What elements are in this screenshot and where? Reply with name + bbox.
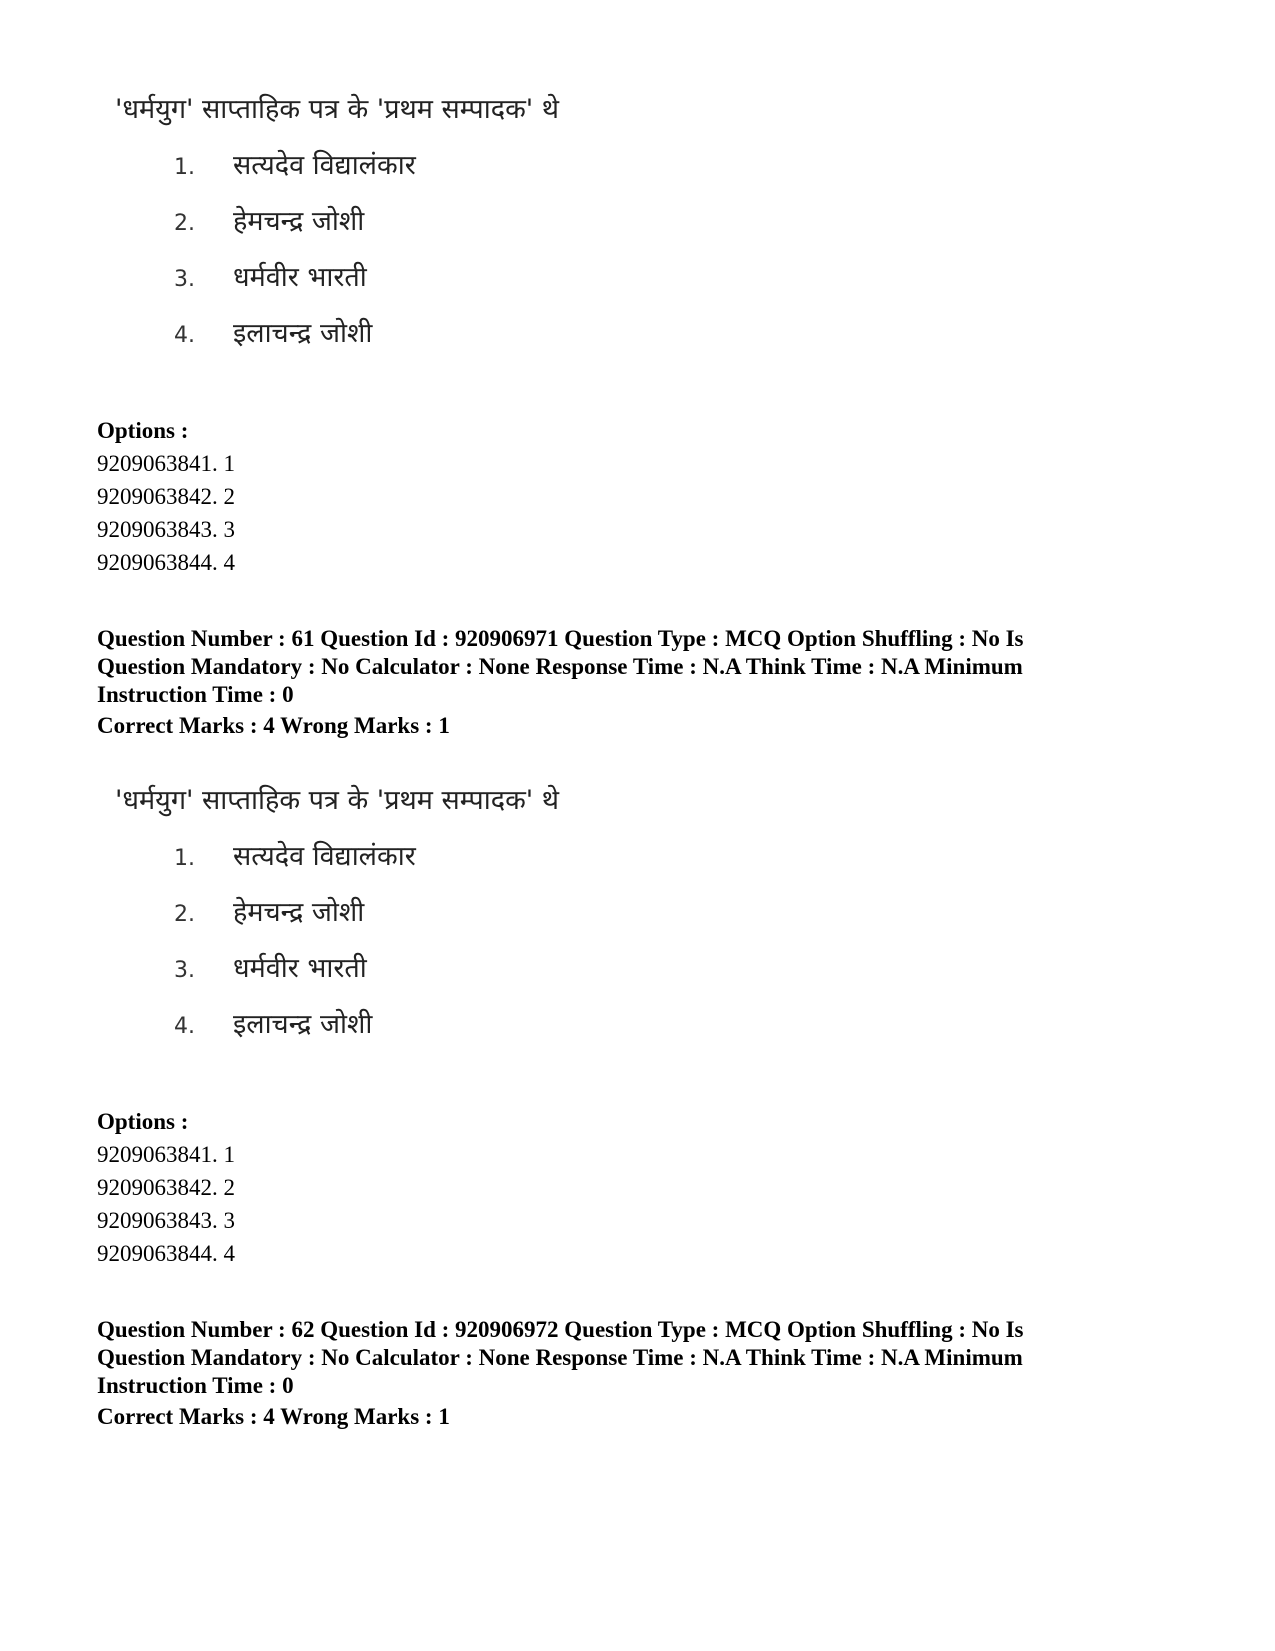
question-61-meta: [97, 625, 1107, 709]
question-a-stem: 'धर्मयुग' साप्ताहिक पत्र के 'प्रथम सम्पादक' थे: [115, 94, 560, 125]
choice-text: इलाचन्द्र जोशी: [233, 318, 373, 349]
meta-line-2: Question Mandatory : No Calculator : None Response Time : N.A Think Time : N.A Minimum: [97, 1345, 1023, 1370]
meta-line-3: Instruction Time : 0: [97, 682, 294, 707]
choice-text: धर्मवीर भारती: [233, 953, 367, 984]
meta-line-1: Question Number : 61 Question Id : 920906971 Question Type : MCQ Option Shuffling : No Is: [97, 626, 1024, 651]
options-a-heading: Options :: [97, 418, 189, 443]
choice-number: 3.: [174, 267, 195, 292]
question-62-meta: [97, 1316, 1107, 1400]
options-b-item-1: 9209063841. 1: [97, 1142, 235, 1167]
choice-text: हेमचन्द्र जोशी: [233, 206, 365, 237]
choice-text: सत्यदेव विद्यालंकार: [233, 150, 416, 181]
choice-number: 4.: [174, 323, 195, 348]
question-a-body: [0, 92, 1275, 382]
options-a-item-3: 9209063843. 3: [97, 517, 235, 542]
question-b-body: [0, 783, 1275, 1073]
question-62-marks: Correct Marks : 4 Wrong Marks : 1: [97, 1404, 450, 1429]
choice-number: 2.: [174, 902, 195, 927]
choice-text: हेमचन्द्र जोशी: [233, 897, 365, 928]
choice-text: इलाचन्द्र जोशी: [233, 1009, 373, 1040]
choice-number: 2.: [174, 211, 195, 236]
options-b-item-2: 9209063842. 2: [97, 1175, 235, 1200]
question-b-stem: 'धर्मयुग' साप्ताहिक पत्र के 'प्रथम सम्पादक' थे: [115, 785, 560, 816]
options-b-item-4: 9209063844. 4: [97, 1241, 235, 1266]
choice-number: 3.: [174, 958, 195, 983]
meta-line-2: Question Mandatory : No Calculator : None Response Time : N.A Think Time : N.A Minimum: [97, 654, 1023, 679]
meta-line-3: Instruction Time : 0: [97, 1373, 294, 1398]
options-b-item-3: 9209063843. 3: [97, 1208, 235, 1233]
question-61-marks: Correct Marks : 4 Wrong Marks : 1: [97, 713, 450, 738]
meta-line-1: Question Number : 62 Question Id : 920906972 Question Type : MCQ Option Shuffling : No Is: [97, 1317, 1024, 1342]
choice-number: 1.: [174, 846, 195, 871]
choice-number: 1.: [174, 155, 195, 180]
options-b-heading: Options :: [97, 1109, 189, 1134]
options-a-item-4: 9209063844. 4: [97, 550, 235, 575]
choice-text: धर्मवीर भारती: [233, 262, 367, 293]
options-a-item-2: 9209063842. 2: [97, 484, 235, 509]
choice-number: 4.: [174, 1014, 195, 1039]
choice-text: सत्यदेव विद्यालंकार: [233, 841, 416, 872]
options-a-item-1: 9209063841. 1: [97, 451, 235, 476]
